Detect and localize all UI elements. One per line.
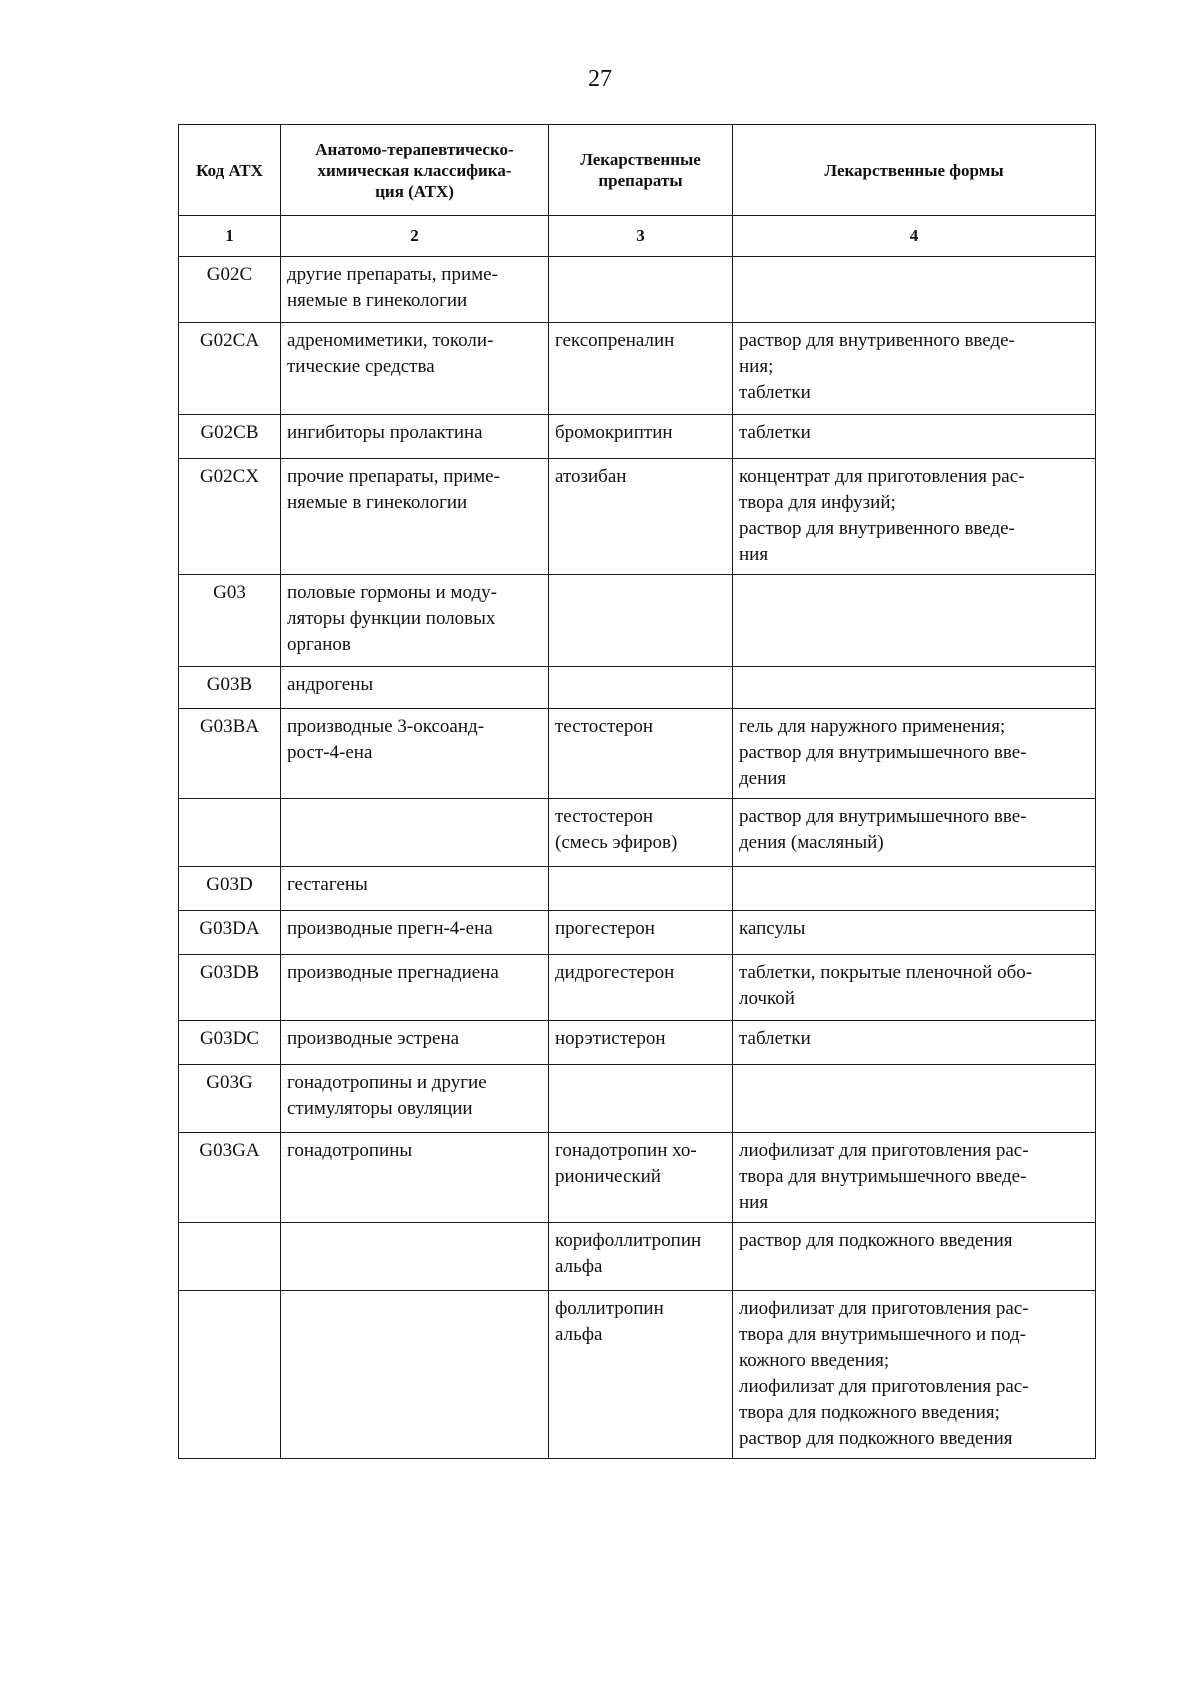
text-line: бромокриптин — [555, 422, 673, 443]
text-line: лочкой — [739, 988, 795, 1009]
table-row — [179, 1223, 1096, 1291]
atc-drug-table — [178, 124, 1096, 1459]
text-line: G03DA — [199, 918, 260, 939]
text-line: раствор для внутривенного введе- — [739, 330, 1015, 351]
page-number: 27 — [588, 66, 612, 92]
atc-code-cell — [179, 257, 281, 323]
table-row — [179, 955, 1096, 1021]
text-line: Анатомо-терапевтическо- — [315, 139, 514, 159]
atc-classification-cell — [281, 709, 549, 799]
text-line: гонадотропины — [287, 1140, 413, 1161]
text-line: атозибан — [555, 466, 627, 487]
text-line: кожного введения; — [739, 1350, 890, 1371]
text-line: G03G — [206, 1072, 253, 1093]
text-line: G02CA — [199, 330, 260, 351]
atc-classification-cell — [281, 1223, 549, 1291]
text-line: капсулы — [739, 918, 806, 939]
text-line: лиофилизат для приготовления рас- — [739, 1376, 1029, 1397]
table-row — [179, 459, 1096, 575]
header-atc-classification — [281, 125, 549, 216]
text-line: ингибиторы пролактина — [287, 422, 483, 443]
drug-name-cell — [549, 867, 733, 911]
text-line: производные прегн-4-ена — [287, 918, 493, 939]
table-row — [179, 709, 1096, 799]
text-line: ния — [739, 1192, 769, 1213]
drug-name-cell — [549, 459, 733, 575]
text-line: (смесь эфиров) — [555, 832, 678, 853]
text-line: твора для внутримышечного и под- — [739, 1324, 1027, 1345]
table-row — [179, 415, 1096, 459]
table-row — [179, 799, 1096, 867]
atc-classification-cell — [281, 911, 549, 955]
atc-classification-cell — [281, 867, 549, 911]
atc-code-cell — [179, 1021, 281, 1065]
dosage-forms-cell — [733, 257, 1096, 323]
text-line: тические средства — [287, 356, 435, 377]
text-line: прочие препараты, приме- — [287, 466, 500, 487]
text-line: G03B — [206, 674, 253, 695]
text-line: препараты — [598, 171, 683, 190]
header-dosage-forms: Лекарственные формы — [733, 125, 1096, 216]
table-header-row — [179, 125, 1096, 216]
atc-code-cell — [179, 799, 281, 867]
text-line: таблетки, покрытые пленочной обо- — [739, 962, 1033, 983]
text-line: гонадотропины и другие — [287, 1072, 487, 1093]
text-line: андрогены — [287, 674, 374, 695]
text-line: прогестерон — [555, 918, 655, 939]
text-line: ния; — [739, 356, 774, 377]
text-line: раствор для внутримышечного вве- — [739, 806, 1027, 827]
text-line: половые гормоны и моду- — [287, 582, 497, 603]
drug-name-cell — [549, 911, 733, 955]
dosage-forms-cell — [733, 415, 1096, 459]
text-line: альфа — [555, 1256, 603, 1277]
text-line: химическая классифика- — [317, 160, 512, 180]
table-row — [179, 1065, 1096, 1133]
dosage-forms-cell — [733, 1223, 1096, 1291]
text-line: адреномиметики, токоли- — [287, 330, 494, 351]
text-line: гель для наружного применения; — [739, 716, 1006, 737]
header-multiline — [555, 149, 726, 191]
text-line: рост-4-ена — [287, 742, 373, 763]
text-line: таблетки — [739, 1028, 811, 1049]
text-line: производные эстрена — [287, 1028, 460, 1049]
atc-code-cell — [179, 1223, 281, 1291]
text-line: фоллитропин — [555, 1298, 664, 1319]
dosage-forms-cell — [733, 323, 1096, 415]
dosage-forms-cell — [733, 1291, 1096, 1459]
atc-classification-cell — [281, 799, 549, 867]
atc-code-cell — [179, 667, 281, 709]
text-line: G03 — [213, 582, 246, 603]
text-line: таблетки — [739, 382, 811, 403]
text-line: лиофилизат для приготовления рас- — [739, 1140, 1029, 1161]
dosage-forms-cell — [733, 575, 1096, 667]
text-line: ляторы функции половых — [287, 608, 496, 629]
table-row — [179, 1291, 1096, 1459]
text-line: альфа — [555, 1324, 603, 1345]
dosage-forms-cell — [733, 709, 1096, 799]
text-line: рионический — [555, 1166, 661, 1187]
atc-code-cell — [179, 459, 281, 575]
dosage-forms-cell — [733, 1133, 1096, 1223]
atc-code-cell — [179, 575, 281, 667]
drug-name-cell — [549, 575, 733, 667]
atc-classification-cell — [281, 415, 549, 459]
drug-name-cell — [549, 1291, 733, 1459]
column-number: 2 — [281, 216, 549, 257]
atc-classification-cell — [281, 1021, 549, 1065]
table-row — [179, 323, 1096, 415]
text-line: дения — [739, 768, 787, 789]
drug-name-cell — [549, 955, 733, 1021]
atc-code-cell — [179, 709, 281, 799]
drug-name-cell — [549, 1223, 733, 1291]
drug-name-cell — [549, 1133, 733, 1223]
atc-code-cell — [179, 955, 281, 1021]
text-line: лиофилизат для приготовления рас- — [739, 1298, 1029, 1319]
text-line: производные 3-оксоанд- — [287, 716, 485, 737]
drug-name-cell — [549, 257, 733, 323]
atc-code-cell — [179, 1133, 281, 1223]
table-row — [179, 1133, 1096, 1223]
dosage-forms-cell — [733, 1021, 1096, 1065]
table-row — [179, 575, 1096, 667]
atc-code-cell — [179, 911, 281, 955]
text-line: гонадотропин хо- — [555, 1140, 697, 1161]
text-line: дидрогестерон — [555, 962, 675, 983]
drug-name-cell — [549, 415, 733, 459]
table-row — [179, 257, 1096, 323]
drug-name-cell — [549, 799, 733, 867]
column-number: 3 — [549, 216, 733, 257]
text-line: концентрат для приготовления рас- — [739, 466, 1025, 487]
atc-classification-cell — [281, 575, 549, 667]
atc-classification-cell — [281, 955, 549, 1021]
text-line: ния — [739, 544, 769, 565]
text-line: G03DB — [199, 962, 260, 983]
text-line: стимуляторы овуляции — [287, 1098, 473, 1119]
atc-classification-cell — [281, 1065, 549, 1133]
dosage-forms-cell — [733, 867, 1096, 911]
atc-classification-cell — [281, 459, 549, 575]
text-line: тестостерон — [555, 716, 654, 737]
column-number: 4 — [733, 216, 1096, 257]
text-line: раствор для внутримышечного вве- — [739, 742, 1027, 763]
dosage-forms-cell — [733, 1065, 1096, 1133]
atc-code-cell — [179, 323, 281, 415]
atc-classification-cell — [281, 257, 549, 323]
table-row — [179, 667, 1096, 709]
drug-name-cell — [549, 1065, 733, 1133]
text-line: дения (масляный) — [739, 832, 884, 853]
text-line: Лекарственные — [580, 150, 701, 169]
table-row — [179, 911, 1096, 955]
text-line: няемые в гинекологии — [287, 492, 468, 513]
dosage-forms-cell — [733, 799, 1096, 867]
text-line: няемые в гинекологии — [287, 290, 468, 311]
header-atc-code: Код АТХ — [179, 125, 281, 216]
dosage-forms-cell — [733, 911, 1096, 955]
text-line: G03D — [206, 874, 253, 895]
drug-name-cell — [549, 323, 733, 415]
drug-name-cell — [549, 667, 733, 709]
text-line: раствор для подкожного введения — [739, 1230, 1013, 1251]
text-line: G03GA — [199, 1140, 260, 1161]
text-line: G03DC — [199, 1028, 260, 1049]
text-line: ция (АТХ) — [375, 181, 454, 201]
dosage-forms-cell — [733, 955, 1096, 1021]
text-line: таблетки — [739, 422, 811, 443]
text-line: раствор для подкожного введения — [739, 1428, 1013, 1449]
dosage-forms-cell — [733, 667, 1096, 709]
text-line: G03BA — [199, 716, 260, 737]
header-multiline — [287, 139, 542, 202]
text-line: норэтистерон — [555, 1028, 666, 1049]
text-line: другие препараты, приме- — [287, 264, 498, 285]
drug-name-cell — [549, 1021, 733, 1065]
atc-classification-cell — [281, 667, 549, 709]
text-line: G02CX — [199, 466, 260, 487]
text-line: твора для инфузий; — [739, 492, 896, 513]
atc-code-cell — [179, 1291, 281, 1459]
atc-code-cell — [179, 1065, 281, 1133]
table-row — [179, 867, 1096, 911]
text-line: производные прегнадиена — [287, 962, 499, 983]
atc-classification-cell — [281, 1291, 549, 1459]
text-line: твора для подкожного введения; — [739, 1402, 1000, 1423]
dosage-forms-cell — [733, 459, 1096, 575]
text-line: тестостерон — [555, 806, 654, 827]
header-drugs — [549, 125, 733, 216]
atc-code-cell — [179, 415, 281, 459]
column-number: 1 — [179, 216, 281, 257]
text-line: G02CB — [200, 422, 259, 443]
text-line: корифоллитропин — [555, 1230, 702, 1251]
text-line: гексопреналин — [555, 330, 675, 351]
text-line: G02C — [206, 264, 253, 285]
table-row — [179, 1021, 1096, 1065]
text-line: органов — [287, 634, 351, 655]
column-number-row — [179, 216, 1096, 257]
atc-classification-cell — [281, 1133, 549, 1223]
atc-classification-cell — [281, 323, 549, 415]
text-line: раствор для внутривенного введе- — [739, 518, 1015, 539]
drug-name-cell — [549, 709, 733, 799]
text-line: гестагены — [287, 874, 368, 895]
atc-code-cell — [179, 867, 281, 911]
text-line: твора для внутримышечного введе- — [739, 1166, 1027, 1187]
